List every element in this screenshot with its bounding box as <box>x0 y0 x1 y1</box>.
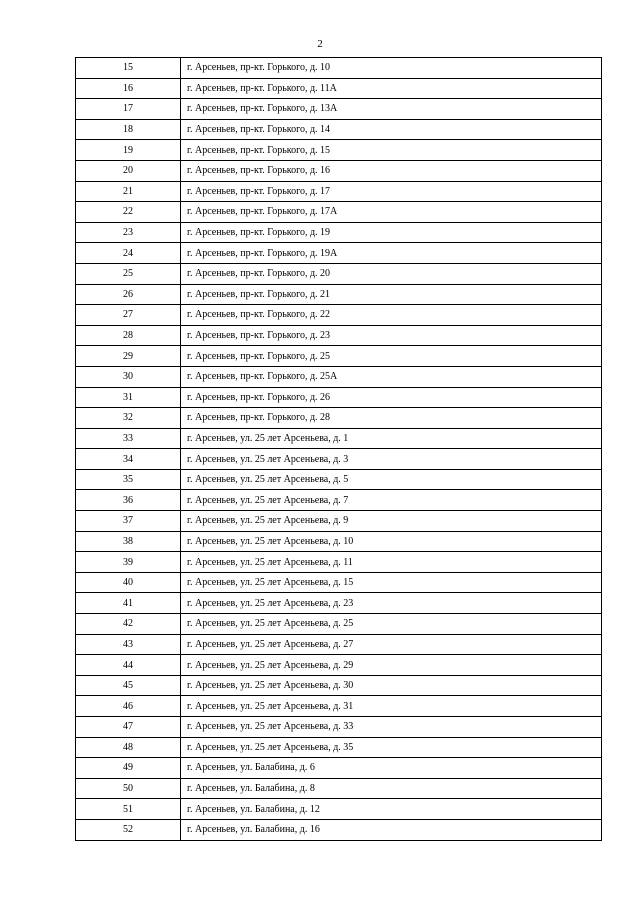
table-row <box>76 305 602 326</box>
row-number-cell: 28 <box>76 325 181 346</box>
address-table <box>75 57 602 841</box>
row-number-cell: 34 <box>76 449 181 470</box>
address-cell: г. Арсеньев, пр-кт. Горького, д. 25 <box>181 346 602 367</box>
row-number-cell: 46 <box>76 696 181 717</box>
table-row <box>76 717 602 738</box>
row-number-cell: 29 <box>76 346 181 367</box>
row-number-cell: 23 <box>76 222 181 243</box>
address-cell: г. Арсеньев, ул. 25 лет Арсеньева, д. 11 <box>181 552 602 573</box>
table-row <box>76 58 602 79</box>
row-number-cell: 40 <box>76 572 181 593</box>
row-number-cell: 24 <box>76 243 181 264</box>
table-row <box>76 346 602 367</box>
address-cell: г. Арсеньев, ул. 25 лет Арсеньева, д. 31 <box>181 696 602 717</box>
table-row <box>76 593 602 614</box>
table-row <box>76 614 602 635</box>
row-number-cell: 42 <box>76 614 181 635</box>
address-cell: г. Арсеньев, ул. 25 лет Арсеньева, д. 9 <box>181 511 602 532</box>
address-cell: г. Арсеньев, пр-кт. Горького, д. 17А <box>181 202 602 223</box>
table-row <box>76 325 602 346</box>
row-number-cell: 37 <box>76 511 181 532</box>
address-cell: г. Арсеньев, ул. 25 лет Арсеньева, д. 30 <box>181 675 602 696</box>
table-row <box>76 655 602 676</box>
table-row <box>76 366 602 387</box>
address-cell: г. Арсеньев, ул. 25 лет Арсеньева, д. 29 <box>181 655 602 676</box>
row-number-cell: 30 <box>76 366 181 387</box>
address-cell: г. Арсеньев, ул. 25 лет Арсеньева, д. 23 <box>181 593 602 614</box>
table-row <box>76 408 602 429</box>
table-row <box>76 490 602 511</box>
page-number: 2 <box>317 38 323 50</box>
row-number-cell: 21 <box>76 181 181 202</box>
address-cell: г. Арсеньев, ул. Балабина, д. 8 <box>181 778 602 799</box>
row-number-cell: 17 <box>76 99 181 120</box>
address-cell: г. Арсеньев, пр-кт. Горького, д. 26 <box>181 387 602 408</box>
address-cell: г. Арсеньев, пр-кт. Горького, д. 14 <box>181 119 602 140</box>
table-row <box>76 778 602 799</box>
table-row <box>76 119 602 140</box>
row-number-cell: 35 <box>76 469 181 490</box>
row-number-cell: 16 <box>76 78 181 99</box>
table-row <box>76 202 602 223</box>
address-cell: г. Арсеньев, ул. 25 лет Арсеньева, д. 35 <box>181 737 602 758</box>
row-number-cell: 43 <box>76 634 181 655</box>
address-cell: г. Арсеньев, ул. 25 лет Арсеньева, д. 25 <box>181 614 602 635</box>
address-cell: г. Арсеньев, пр-кт. Горького, д. 13А <box>181 99 602 120</box>
address-cell: г. Арсеньев, ул. 25 лет Арсеньева, д. 7 <box>181 490 602 511</box>
address-cell: г. Арсеньев, пр-кт. Горького, д. 11А <box>181 78 602 99</box>
address-cell: г. Арсеньев, ул. Балабина, д. 6 <box>181 758 602 779</box>
table-row <box>76 243 602 264</box>
address-cell: г. Арсеньев, пр-кт. Горького, д. 19А <box>181 243 602 264</box>
table-row <box>76 160 602 181</box>
table-body <box>76 58 602 841</box>
row-number-cell: 44 <box>76 655 181 676</box>
row-number-cell: 48 <box>76 737 181 758</box>
row-number-cell: 47 <box>76 717 181 738</box>
address-cell: г. Арсеньев, ул. 25 лет Арсеньева, д. 10 <box>181 531 602 552</box>
address-cell: г. Арсеньев, пр-кт. Горького, д. 21 <box>181 284 602 305</box>
table-row <box>76 799 602 820</box>
table-row <box>76 469 602 490</box>
row-number-cell: 26 <box>76 284 181 305</box>
table-row <box>76 696 602 717</box>
table-row <box>76 222 602 243</box>
address-cell: г. Арсеньев, пр-кт. Горького, д. 20 <box>181 263 602 284</box>
table-row <box>76 572 602 593</box>
address-cell: г. Арсеньев, пр-кт. Горького, д. 17 <box>181 181 602 202</box>
table-row <box>76 511 602 532</box>
address-cell: г. Арсеньев, пр-кт. Горького, д. 19 <box>181 222 602 243</box>
address-cell: г. Арсеньев, ул. 25 лет Арсеньева, д. 27 <box>181 634 602 655</box>
table-row <box>76 99 602 120</box>
table-row <box>76 531 602 552</box>
row-number-cell: 41 <box>76 593 181 614</box>
row-number-cell: 18 <box>76 119 181 140</box>
address-cell: г. Арсеньев, пр-кт. Горького, д. 28 <box>181 408 602 429</box>
address-cell: г. Арсеньев, пр-кт. Горького, д. 25А <box>181 366 602 387</box>
table-row <box>76 675 602 696</box>
table-row <box>76 428 602 449</box>
address-cell: г. Арсеньев, ул. 25 лет Арсеньева, д. 15 <box>181 572 602 593</box>
row-number-cell: 45 <box>76 675 181 696</box>
row-number-cell: 39 <box>76 552 181 573</box>
row-number-cell: 20 <box>76 160 181 181</box>
row-number-cell: 33 <box>76 428 181 449</box>
row-number-cell: 15 <box>76 58 181 79</box>
row-number-cell: 32 <box>76 408 181 429</box>
row-number-cell: 22 <box>76 202 181 223</box>
row-number-cell: 51 <box>76 799 181 820</box>
table-row <box>76 634 602 655</box>
table-row <box>76 181 602 202</box>
table-row <box>76 284 602 305</box>
address-cell: г. Арсеньев, ул. Балабина, д. 16 <box>181 819 602 840</box>
address-cell: г. Арсеньев, ул. 25 лет Арсеньева, д. 33 <box>181 717 602 738</box>
table-row <box>76 737 602 758</box>
row-number-cell: 19 <box>76 140 181 161</box>
row-number-cell: 36 <box>76 490 181 511</box>
table-row <box>76 263 602 284</box>
table-row <box>76 78 602 99</box>
address-cell: г. Арсеньев, ул. Балабина, д. 12 <box>181 799 602 820</box>
address-cell: г. Арсеньев, пр-кт. Горького, д. 15 <box>181 140 602 161</box>
table-row <box>76 449 602 470</box>
row-number-cell: 31 <box>76 387 181 408</box>
address-cell: г. Арсеньев, ул. 25 лет Арсеньева, д. 1 <box>181 428 602 449</box>
address-cell: г. Арсеньев, пр-кт. Горького, д. 23 <box>181 325 602 346</box>
row-number-cell: 52 <box>76 819 181 840</box>
row-number-cell: 27 <box>76 305 181 326</box>
address-cell: г. Арсеньев, пр-кт. Горького, д. 10 <box>181 58 602 79</box>
row-number-cell: 50 <box>76 778 181 799</box>
table-row <box>76 758 602 779</box>
table-row <box>76 819 602 840</box>
row-number-cell: 25 <box>76 263 181 284</box>
row-number-cell: 49 <box>76 758 181 779</box>
address-cell: г. Арсеньев, ул. 25 лет Арсеньева, д. 5 <box>181 469 602 490</box>
table-row <box>76 387 602 408</box>
row-number-cell: 38 <box>76 531 181 552</box>
address-cell: г. Арсеньев, пр-кт. Горького, д. 16 <box>181 160 602 181</box>
address-cell: г. Арсеньев, ул. 25 лет Арсеньева, д. 3 <box>181 449 602 470</box>
table-row <box>76 552 602 573</box>
table-row <box>76 140 602 161</box>
address-cell: г. Арсеньев, пр-кт. Горького, д. 22 <box>181 305 602 326</box>
